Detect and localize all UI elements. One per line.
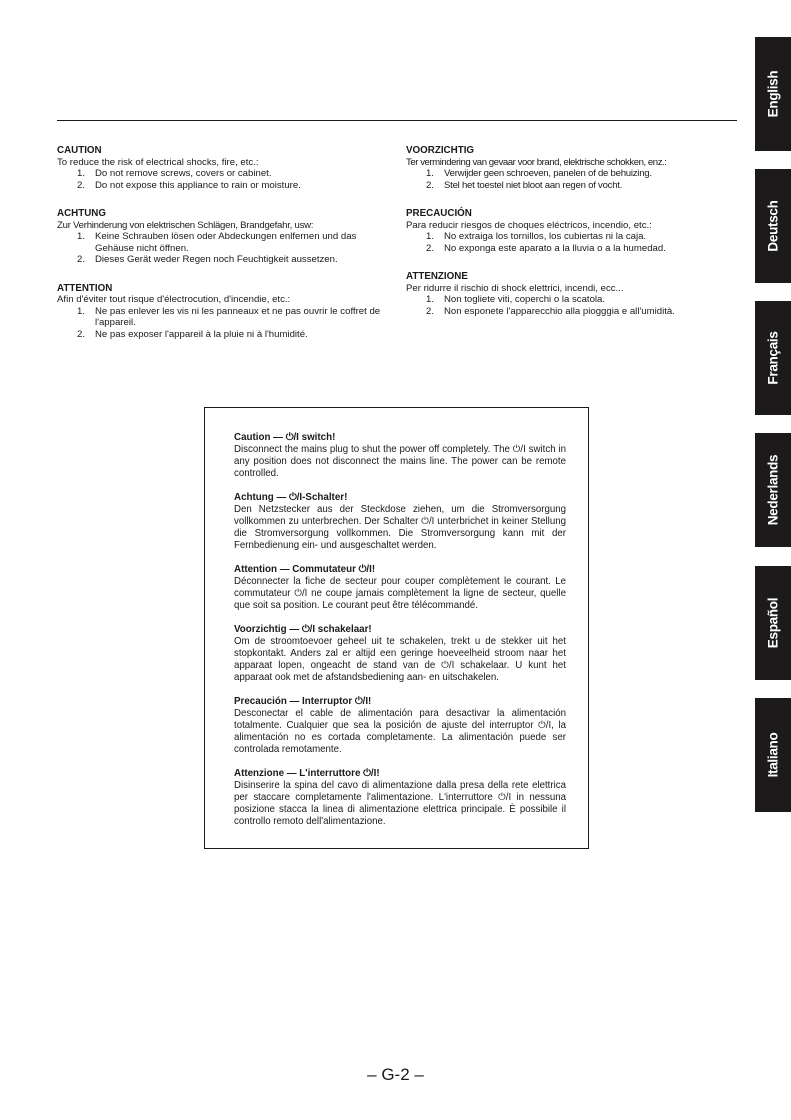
notice-heading: Voorzichtig — ⏻/I schakelaar!: [234, 624, 372, 635]
warning-heading: CAUTION: [57, 145, 102, 156]
notice-content: [234, 432, 566, 840]
page-number: – G-2 –: [367, 1065, 424, 1084]
header-rule: [57, 120, 737, 121]
warning-item: [406, 231, 736, 243]
warning-item: [57, 168, 392, 180]
item-number: 2.: [77, 254, 86, 265]
warning-section-caution-en: [57, 145, 392, 191]
language-tab-italiano[interactable]: [755, 698, 791, 812]
warning-item: [406, 294, 736, 306]
notice-body: Disinserire la spina del cavo di alimentazione dalla presa della rete elettrica per staccare completamente l'alimentazione. L'interruttore ⏻/I in nessuna posizione stacca la linea di alimentazione elettrica principale. È possibile il controllo remoto dell'alimentazione.: [234, 780, 566, 827]
language-tab-deutsch[interactable]: [755, 169, 791, 283]
tab-label: English: [765, 70, 781, 118]
warning-item: [57, 306, 392, 329]
item-text: Non esponete l'apparecchio alla piogggia e all'umidità.: [444, 305, 675, 317]
item-text: Do not expose this appliance to rain or moisture.: [95, 179, 301, 191]
warning-section-attenzione-it: [406, 271, 736, 317]
notice-body: Den Netzstecker aus der Steckdose ziehen, um die Stromversorgung vollkommen zu unterbrechen. Der Schalter ⏻/I unterbrichet in keiner Stellung die Stromversorgung vollkommen. Die Stromversorgung kann mit der Fernbedienung ein- und ausgeschaltet werden.: [234, 504, 566, 551]
warning-list: [57, 168, 392, 191]
warning-list: [57, 306, 392, 341]
item-number: 1.: [77, 168, 86, 179]
tab-label: Italiano: [765, 732, 781, 778]
item-text: No extraiga los tornillos, los cubiertas ni la caja.: [444, 231, 647, 242]
warning-heading: PRECAUCIÓN: [406, 208, 472, 219]
item-text: No exponga este aparato a la lluvia o a la humedad.: [444, 242, 666, 254]
warning-item: [57, 180, 392, 192]
warnings-left-column: [57, 145, 392, 340]
warning-intro: Afin d'éviter tout risque d'électrocution, d'incendie, etc.:: [57, 294, 291, 305]
item-text: Ne pas enlever les vis ni les panneaux et ne pas ouvrir le coffret de l'appareil.: [95, 305, 381, 328]
tab-label: Français: [765, 331, 781, 385]
notice-es: [234, 696, 566, 756]
warning-list: [406, 168, 736, 191]
language-tab-nederlands[interactable]: [755, 433, 791, 547]
warning-heading: ATTENZIONE: [406, 271, 468, 282]
notice-heading: Precaución — Interruptor ⏻/I!: [234, 696, 372, 707]
notice-heading: Attention — Commutateur ⏻/I!: [234, 564, 376, 575]
warning-section-attention-fr: [57, 283, 392, 341]
item-text: Do not remove screws, covers or cabinet.: [95, 168, 272, 179]
item-number: 2.: [426, 179, 434, 191]
notice-it: [234, 768, 566, 828]
item-text: Verwijder geen schroeven, panelen of de behuizing.: [444, 168, 652, 179]
language-tab-english[interactable]: [755, 37, 791, 151]
warning-list: [57, 231, 392, 266]
language-tab-espanol[interactable]: [755, 566, 791, 680]
warning-item: [57, 329, 392, 341]
notice-fr: [234, 564, 566, 612]
notice-body: Desconectar el cable de alimentación para desactivar la alimentación totalmente. Cualquier que sea la posición de ajuste del interruptor ⏻/I, la alimentación no es cortada completamente. La alimentación puede ser controlada remotamente.: [234, 708, 566, 755]
notice-body: Disconnect the mains plug to shut the power off completely. The ⏻/I switch in any position does not disconnect the mains line. The power can be remote controlled.: [234, 444, 566, 479]
item-number: 1.: [426, 168, 434, 179]
notice-heading: Achtung — ⏻/I-Schalter!: [234, 492, 348, 503]
item-number: 2.: [426, 305, 435, 317]
power-switch-notice-box: [204, 407, 589, 849]
item-number: 2.: [77, 179, 86, 191]
tab-label: Nederlands: [765, 454, 781, 526]
tab-label: Deutsch: [765, 200, 781, 252]
warning-item: [57, 231, 392, 254]
notice-body: Om de stroomtoevoer geheel uit te schakelen, trekt u de stekker uit het stopkontakt. Anders zal er altijd een geringe hoeveelheid stroom naar het apparaat lopen, ongeacht de stand van de ⏻/I schakelaar. U kunt het apparaat ook met de afstandsbediening aan- en uitschakelen.: [234, 636, 566, 683]
warning-item: [406, 168, 736, 180]
item-number: 1.: [426, 231, 435, 242]
item-number: 1.: [77, 305, 86, 317]
warning-intro: Ter vermindering van gevaar voor brand, elektrische schokken, enz.:: [406, 156, 667, 168]
warning-intro: Zur Verhinderung von elektrischen Schlägen, Brandgefahr, usw:: [57, 219, 314, 231]
warning-list: [406, 231, 736, 254]
warning-heading: VOORZICHTIG: [406, 145, 475, 156]
warning-item: [406, 180, 736, 192]
notice-en: [234, 432, 566, 480]
item-text: Stel het toestel niet bloot aan regen of vocht.: [444, 179, 623, 191]
warning-list: [406, 294, 736, 317]
item-number: 2.: [426, 242, 435, 254]
warning-section-achtung-de: [57, 208, 392, 266]
warning-intro: To reduce the risk of electrical shocks, fire, etc.:: [57, 156, 259, 168]
warning-item: [57, 254, 392, 266]
notice-heading: Attenzione — L'interruttore ⏻/I!: [234, 768, 380, 779]
warning-intro: Per ridurre il rischio di shock elettrici, incendi, ecc...: [406, 282, 624, 294]
item-text: Keine Schrauben lösen oder Abdeckungen enlfernen und das Gehäuse nicht öffnen.: [95, 231, 357, 254]
item-text: Non togliete viti, coperchi o la scatola.: [444, 294, 606, 305]
tab-label: Español: [765, 597, 781, 649]
item-number: 1.: [77, 231, 86, 242]
language-tab-francais[interactable]: [755, 301, 791, 415]
item-text: Dieses Gerät weder Regen noch Feuchtigkeit aussetzen.: [95, 254, 338, 265]
warning-section-voorzichtig-nl: [406, 145, 736, 191]
notice-nl: [234, 624, 566, 684]
notice-heading: Caution — ⏻/I switch!: [234, 432, 336, 443]
warning-item: [406, 243, 736, 255]
item-number: 2.: [77, 328, 86, 340]
item-number: 1.: [426, 294, 435, 305]
warnings-right-column: [406, 145, 736, 317]
item-text: Ne pas exposer l'appareil à la pluie ni à l'humidité.: [95, 328, 308, 340]
warning-intro: Para reducir riesgos de choques eléctricos, incendio, etc.:: [406, 219, 652, 231]
warning-section-precaucion-es: [406, 208, 736, 254]
warning-item: [406, 306, 736, 318]
warning-heading: ACHTUNG: [57, 208, 106, 219]
warning-heading: ATTENTION: [57, 282, 113, 294]
notice-body: Déconnecter la fiche de secteur pour couper complètement le courant. Le commutateur ⏻/I ne coupe jamais complètement la ligne de secteur, quelle que soit sa position. Le courant peut être télécommandé.: [234, 576, 566, 611]
notice-de: [234, 492, 566, 552]
